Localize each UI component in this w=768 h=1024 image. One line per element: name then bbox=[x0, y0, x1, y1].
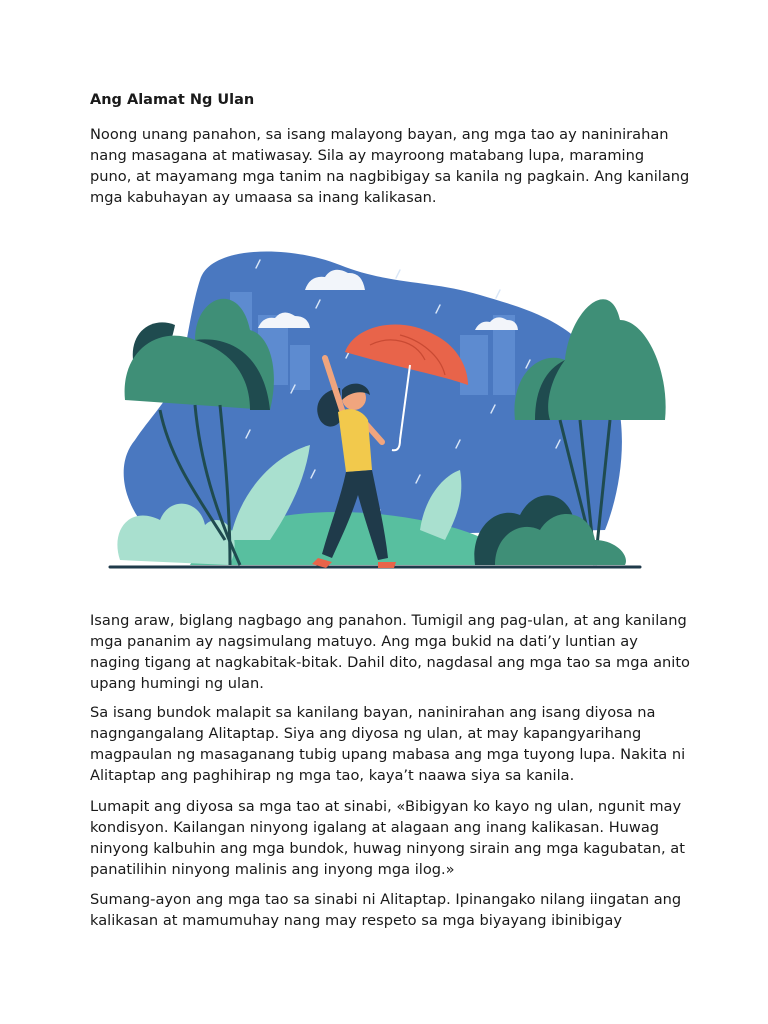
rain-umbrella-illustration bbox=[100, 240, 670, 575]
paragraph-4: Lumapit ang diyosa sa mga tao at sinabi, «Bibigyan ko kayo ng ulan, ngunit may kondisyon. Kailangan ninyong igalang at alagaan ang inang kalikasan. Huwag ninyong kalbuhin ang mga bundok, huwag ninyong sirain ang mga kagubatan, at panatilihin ninyong malinis ang inyong mga ilog.» bbox=[90, 798, 685, 878]
paragraph-2: Isang araw, biglang nagbago ang panahon. Tumigil ang pag-ulan, at ang kanilang mga pananim ay nagsimulang matuyo. Ang mga bukid na dati’y luntian ay naging tigang at nagkabitak-bitak. Dahil dito, nagdasal ang mga tao sa mga anito upang humingi ng ulan. bbox=[90, 612, 690, 692]
paragraph-5: Sumang-ayon ang mga tao sa sinabi ni Alitaptap. Ipinangako nilang iingatan ang kalikasan at mamumuhay nang may respeto sa mga biyayang ibinibigay bbox=[90, 891, 682, 929]
paragraph-3: Sa isang bundok malapit sa kanilang bayan, naninirahan ang isang diyosa na nagngangalang Alitaptap. Siya ang diyosa ng ulan, at may kapangyarihang magpaulan ng masaganang tubig upang mabasa ang mga tuyong lupa. Nakita ni Alitaptap ang paghihirap ng mga tao, kaya’t naawa siya sa kanila. bbox=[90, 704, 686, 784]
document-title: Ang Alamat Ng Ulan bbox=[90, 92, 255, 108]
paragraph-1: Noong unang panahon, sa isang malayong bayan, ang mga tao ay naninirahan nang masagana at matiwasay. Sila ay mayroong matabang lupa, maraming puno, at mayamang mga tanim na nagbibigay sa kanila ng pagkain. Ang kanilang mga kabuhayan ay umaasa sa inang kalikasan. bbox=[90, 126, 690, 206]
